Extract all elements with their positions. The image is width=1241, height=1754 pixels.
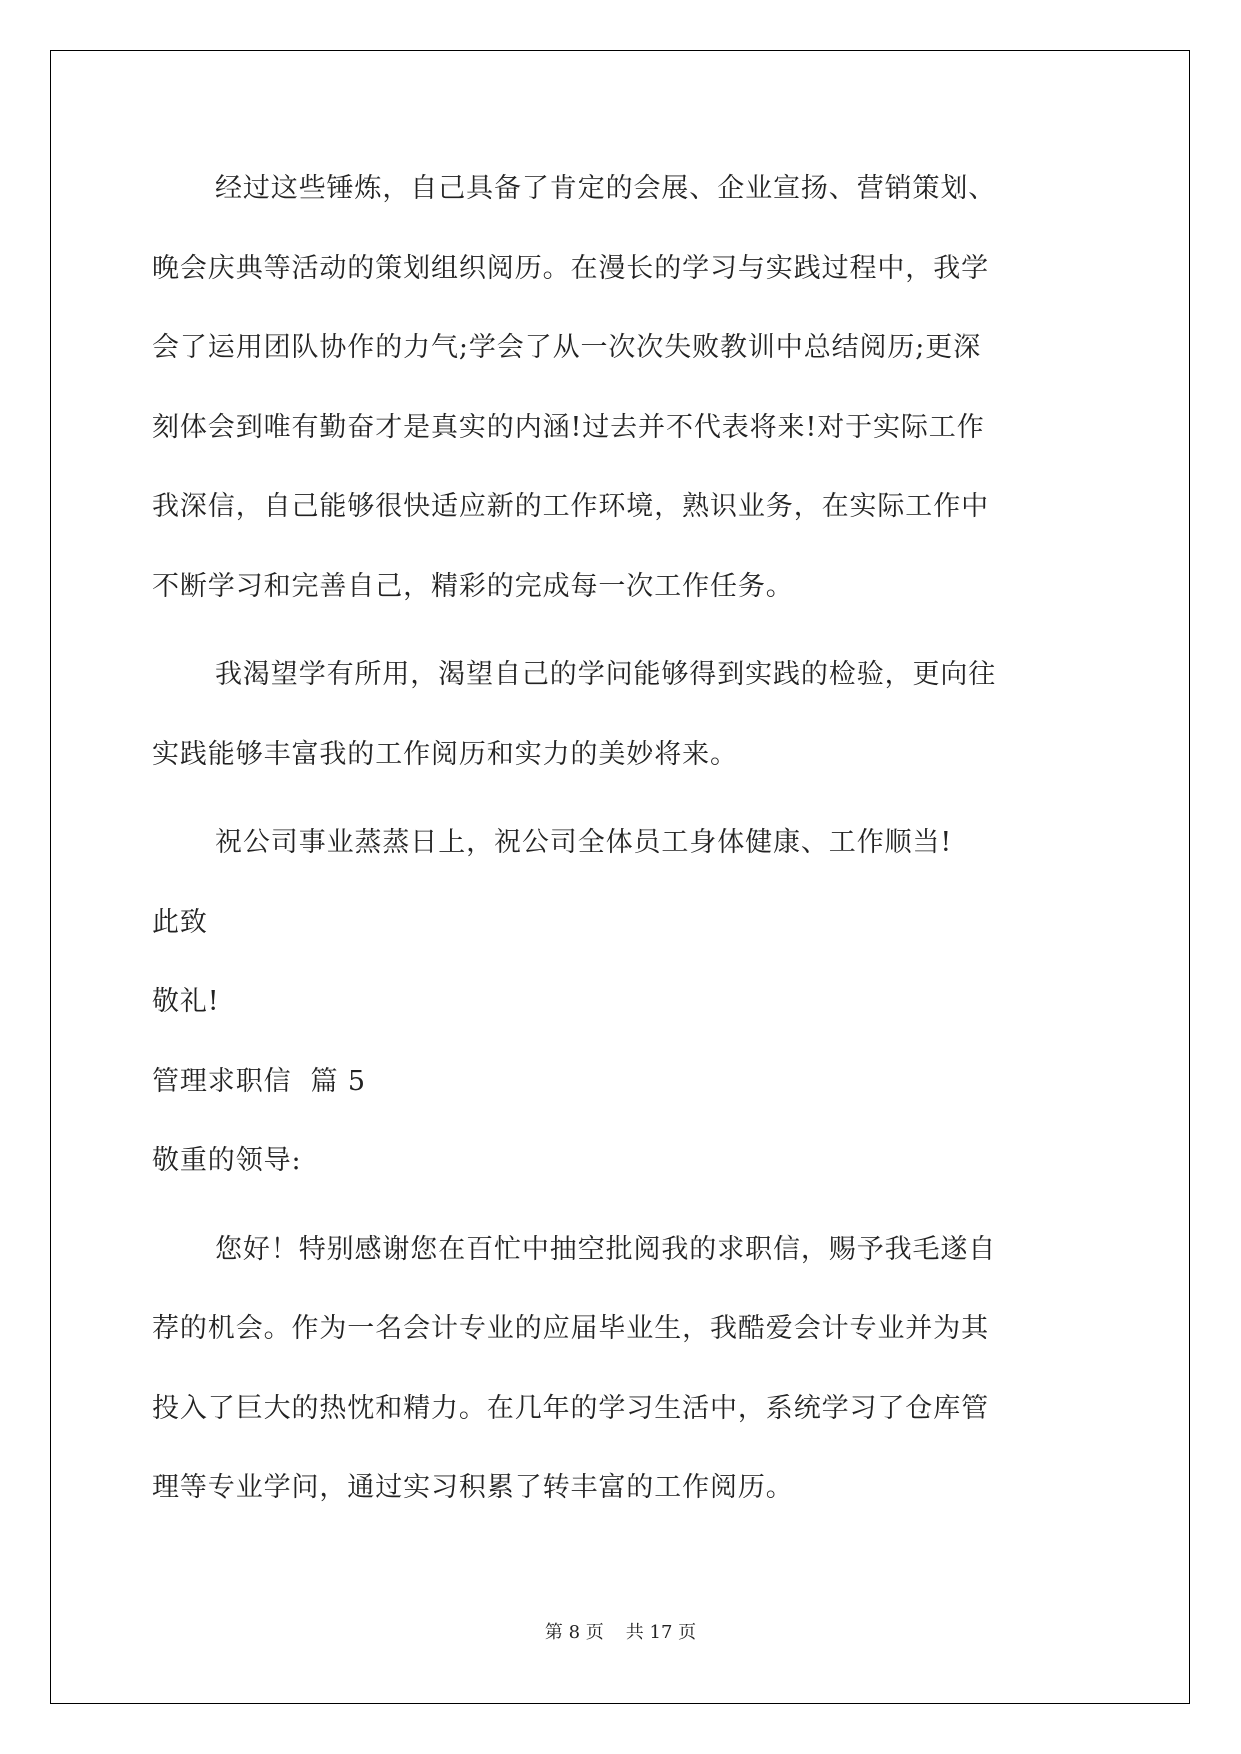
closing-line: 此致 <box>152 907 208 938</box>
text-line: 不断学习和完善自己，精彩的完成每一次工作任务。 <box>152 571 794 602</box>
section-title: 管理求职信 篇 5 <box>152 1066 366 1097</box>
text-line: 晚会庆典等活动的策划组织阅历。在漫长的学习与实践过程中，我学 <box>152 253 989 284</box>
text-line: 会了运用团队协作的力气;学会了从一次次失败教训中总结阅历;更深 <box>152 332 982 363</box>
page-footer <box>0 1622 1241 1644</box>
text-line: 实践能够丰富我的工作阅历和实力的美妙将来。 <box>152 739 738 770</box>
closing-line: 敬礼! <box>152 986 220 1017</box>
text-line: 您好！特别感谢您在百忙中抽空批阅我的求职信，赐予我毛遂自 <box>215 1234 997 1265</box>
text-line: 理等专业学问，通过实习积累了转丰富的工作阅历。 <box>152 1472 794 1503</box>
text-line: 我渴望学有所用，渴望自己的学问能够得到实践的检验，更向往 <box>215 659 997 690</box>
page-number: 第 8 页 <box>544 1622 604 1643</box>
page-total: 共 17 页 <box>625 1622 697 1643</box>
text-line: 荐的机会。作为一名会计专业的应届毕业生，我酷爱会计专业并为其 <box>152 1313 989 1344</box>
text-line: 我深信，自己能够很快适应新的工作环境，熟识业务，在实际工作中 <box>152 491 989 522</box>
text-line: 投入了巨大的热忱和精力。在几年的学习生活中，系统学习了仓库管 <box>152 1393 989 1424</box>
page-border <box>50 50 1190 1704</box>
text-line: 祝公司事业蒸蒸日上，祝公司全体员工身体健康、工作顺当! <box>215 827 953 858</box>
salutation: 敬重的领导: <box>152 1145 302 1176</box>
text-line: 经过这些锤炼，自己具备了肯定的会展、企业宣扬、营销策划、 <box>215 173 997 204</box>
text-line: 刻体会到唯有勤奋才是真实的内涵!过去并不代表将来!对于实际工作 <box>152 412 985 443</box>
